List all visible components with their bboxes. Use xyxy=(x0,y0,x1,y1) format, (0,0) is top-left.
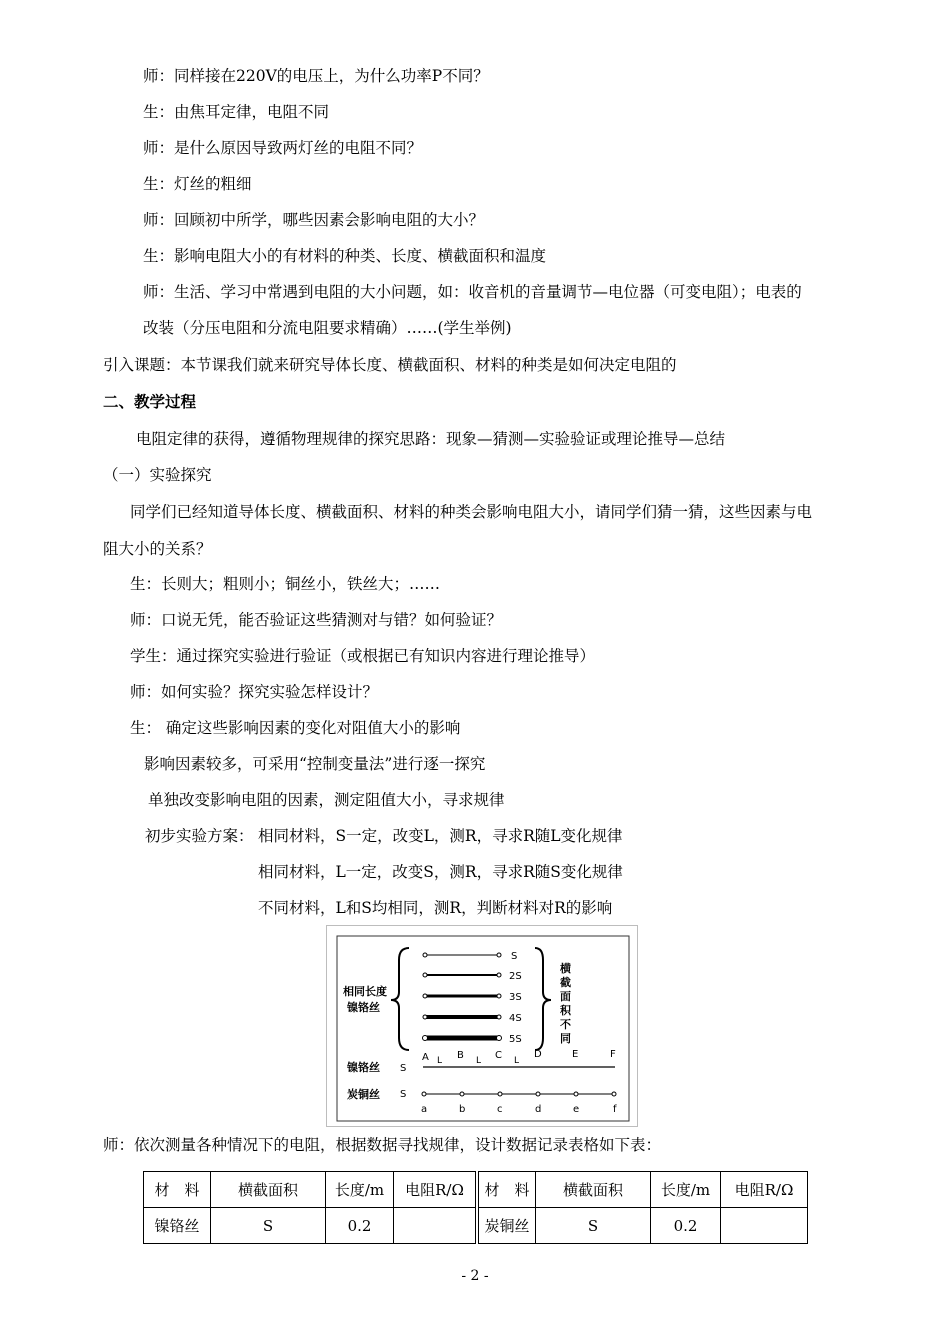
cell-length-2: 0.2 xyxy=(651,1208,721,1244)
cell-material-2: 炭铜丝 xyxy=(477,1208,536,1244)
experiment-figure xyxy=(326,925,638,1127)
header-area-2: 横截面积 xyxy=(536,1172,651,1208)
wire-diagram xyxy=(327,926,637,1126)
method-line-1: 影响因素较多，可采用“控制变量法”进行逐一探究 xyxy=(144,755,486,773)
data-table xyxy=(143,1171,808,1244)
cell-resistance-1[interactable] xyxy=(394,1208,478,1244)
area-label-s: S xyxy=(511,951,518,962)
cell-material-1: 镍铬丝 xyxy=(144,1208,211,1244)
row2-label: 炭铜丝 xyxy=(347,1088,380,1101)
row1-label: 镍铬丝 xyxy=(347,1061,380,1074)
area-label-4s: 4S xyxy=(509,1013,522,1024)
row2-area: S xyxy=(400,1089,407,1100)
dialogue-line-3: 师：是什么原因导致两灯丝的电阻不同？ xyxy=(143,139,423,157)
dialogue2-line-4: 师：如何实验？探究实验怎样设计？ xyxy=(130,683,379,701)
plan-line-3: 不同材料，L和S均相同，测R，判断材料对R的影响 xyxy=(258,899,613,917)
table-intro: 师：依次测量各种情况下的电阻，根据数据寻找规律，设计数据记录表格如下表： xyxy=(103,1136,662,1154)
row1-area: S xyxy=(400,1063,407,1074)
para1-line2: 阻大小的关系？ xyxy=(103,540,212,558)
plan-line-1: 相同材料，S一定，改变L，测R，寻求R随L变化规律 xyxy=(258,827,623,845)
point-C: C xyxy=(495,1050,502,1061)
group-label-length: 相同长度 xyxy=(343,985,387,998)
dialogue-line-2: 生：由焦耳定律，电阻不同 xyxy=(143,103,330,121)
area-label-5s: 5S xyxy=(509,1034,522,1045)
point-c: c xyxy=(497,1104,503,1115)
dialogue-line-7: 师：生活、学习中常遇到电阻的大小问题，如：收音机的音量调节—电位器（可变电阻）；电表的 xyxy=(143,283,802,301)
vertical-char-2: 截 xyxy=(560,976,571,989)
header-area-1: 横截面积 xyxy=(211,1172,326,1208)
dialogue-line-5: 师：回顾初中所学，哪些因素会影响电阻的大小？ xyxy=(143,211,485,229)
wire-2s xyxy=(423,973,501,977)
right-brace xyxy=(535,948,551,1050)
vertical-char-6: 同 xyxy=(560,1032,571,1045)
segment-label-1: L xyxy=(437,1056,443,1066)
page-number: - 2 - xyxy=(461,1268,489,1284)
table-row xyxy=(144,1208,808,1244)
dialogue-line-8: 改装（分压电阻和分流电阻要求精确）……(学生举例) xyxy=(143,319,512,337)
header-material-1: 材 料 xyxy=(144,1172,211,1208)
point-E: E xyxy=(572,1049,579,1060)
subsection-title: （一）实验探究 xyxy=(103,466,212,484)
left-brace xyxy=(391,948,409,1050)
dialogue2-line-5: 生： 确定这些影响因素的变化对阻值大小的影响 xyxy=(130,719,461,737)
segment-label-2: L xyxy=(476,1056,482,1066)
group-label-material: 镍铬丝 xyxy=(347,1001,380,1014)
intro-line: 引入课题：本节课我们就来研究导体长度、横截面积、材料的种类是如何决定电阻的 xyxy=(103,356,677,374)
point-D: D xyxy=(534,1049,542,1060)
segment-label-3: L xyxy=(514,1056,520,1066)
cell-length-1: 0.2 xyxy=(326,1208,394,1244)
cell-resistance-2[interactable] xyxy=(721,1208,808,1244)
para1-line1: 同学们已经知道导体长度、横截面积、材料的种类会影响电阻大小，请同学们猜一猜，这些因素与电 xyxy=(130,503,813,521)
wire-s xyxy=(423,953,501,957)
point-e: e xyxy=(573,1104,580,1115)
area-label-2s: 2S xyxy=(509,971,522,982)
header-length-2: 长度/m xyxy=(651,1172,721,1208)
plan-label: 初步实验方案： xyxy=(145,827,254,845)
plan-line-2: 相同材料，L一定，改变S，测R，寻求R随S变化规律 xyxy=(258,863,623,881)
vertical-char-1: 横 xyxy=(560,962,571,975)
cell-area-1: S xyxy=(211,1208,326,1244)
wire-4s xyxy=(423,1015,501,1019)
vertical-char-5: 不 xyxy=(560,1018,571,1031)
table-header-row xyxy=(144,1172,808,1208)
point-F: F xyxy=(610,1049,616,1060)
header-resistance-2: 电阻R/Ω xyxy=(721,1172,808,1208)
dialogue-line-4: 生：灯丝的粗细 xyxy=(143,175,252,193)
section-title: 二、教学过程 xyxy=(103,393,197,411)
dialogue2-line-3: 学生：通过探究实验进行验证（或根据已有知识内容进行理论推导） xyxy=(130,647,596,665)
point-f: f xyxy=(613,1104,617,1115)
point-B: B xyxy=(457,1050,464,1061)
point-d: d xyxy=(535,1104,542,1115)
point-b: b xyxy=(459,1104,466,1115)
vertical-char-3: 面 xyxy=(560,990,571,1003)
point-a: a xyxy=(421,1104,428,1115)
dialogue2-line-2: 师：口说无凭，能否验证这些猜测对与错？如何验证？ xyxy=(130,611,503,629)
area-label-3s: 3S xyxy=(509,992,522,1003)
header-material-2: 材 料 xyxy=(477,1172,536,1208)
header-resistance-1: 电阻R/Ω xyxy=(394,1172,478,1208)
method-line-2: 单独改变影响电阻的因素，测定阻值大小，寻求规律 xyxy=(148,791,505,809)
process-intro: 电阻定律的获得，遵循物理规律的探究思路：现象—猜测—实验验证或理论推导—总结 xyxy=(136,430,726,448)
point-A: A xyxy=(422,1052,429,1063)
cell-area-2: S xyxy=(536,1208,651,1244)
dialogue2-line-1: 生：长则大；粗则小；铜丝小，铁丝大；…… xyxy=(130,575,441,593)
dialogue-line-1: 师：同样接在220V的电压上，为什么功率P不同？ xyxy=(143,67,489,85)
wire-5s xyxy=(423,1036,502,1041)
vertical-char-4: 积 xyxy=(560,1004,571,1017)
header-length-1: 长度/m xyxy=(326,1172,394,1208)
dialogue-line-6: 生：影响电阻大小的有材料的种类、长度、横截面积和温度 xyxy=(143,247,547,265)
wire-3s xyxy=(423,994,501,998)
